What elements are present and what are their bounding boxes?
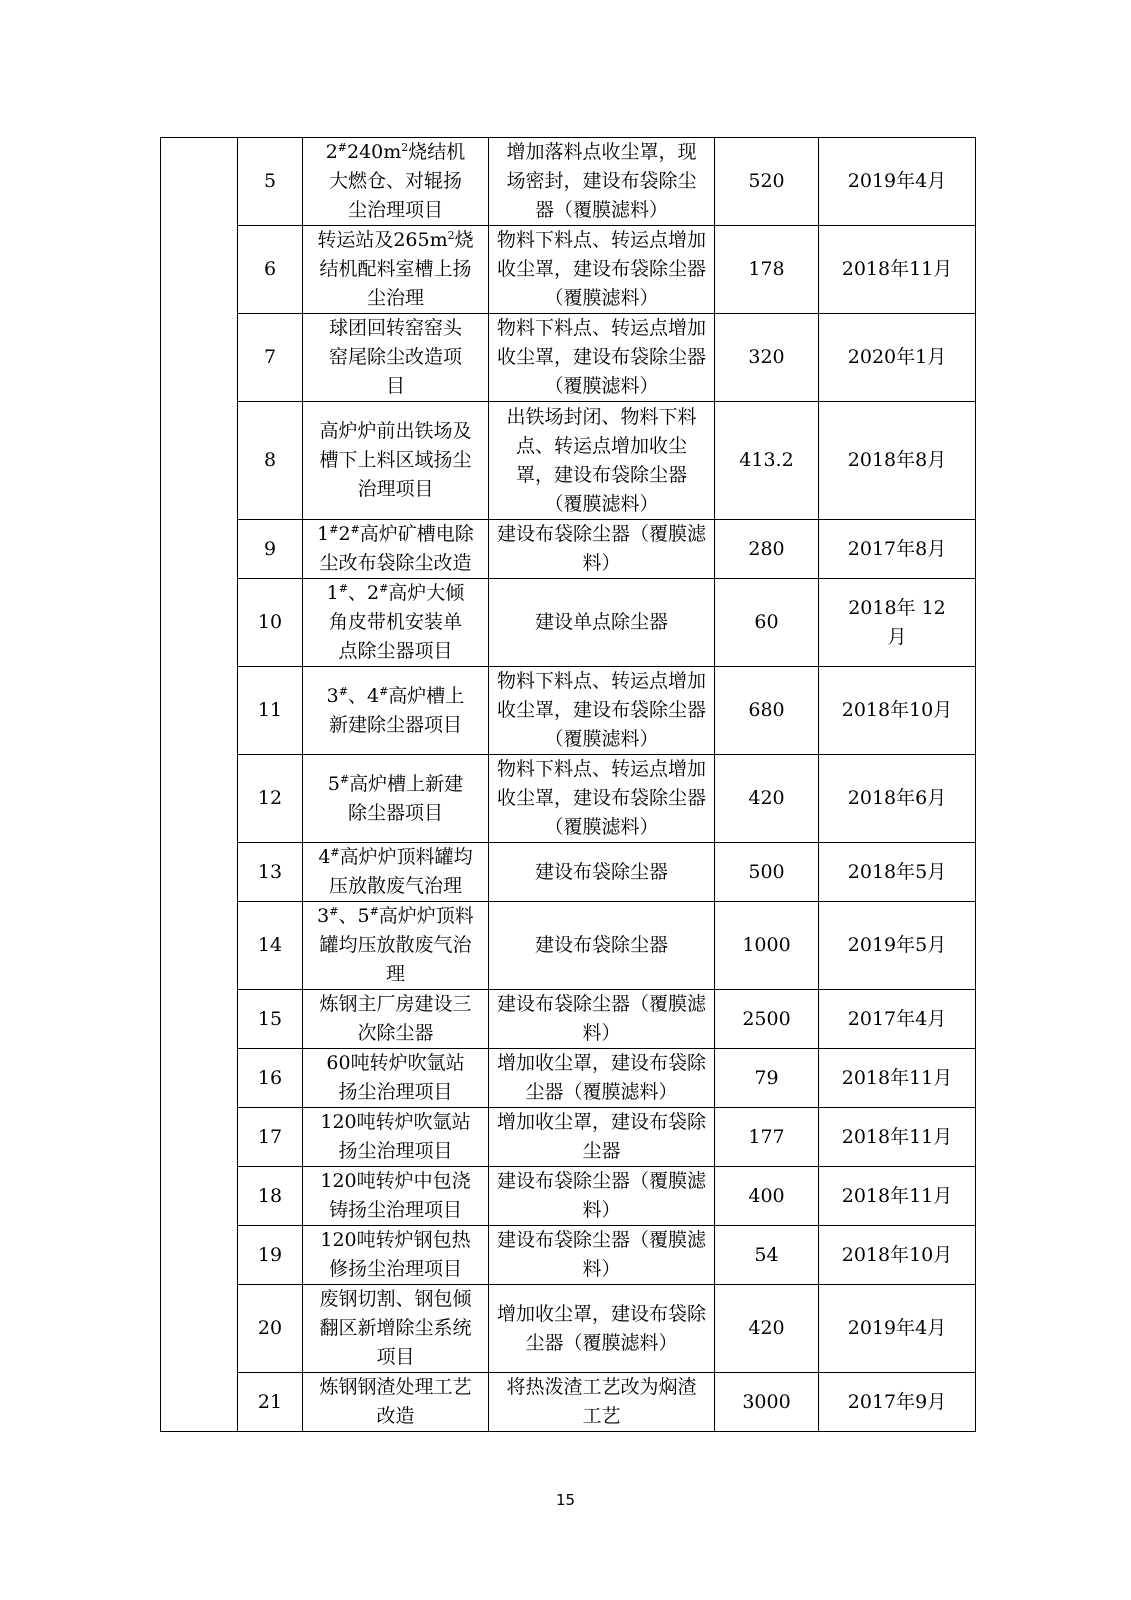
completion-date-cell: 2019年5月 — [819, 902, 976, 990]
completion-date-cell: 2019年4月 — [819, 1285, 976, 1373]
row-number-cell: 12 — [238, 755, 303, 843]
investment-cell: 413.2 — [715, 402, 819, 520]
measure-cell: 将热泼渣工艺改为焖渣工艺 — [489, 1373, 715, 1432]
investment-cell: 520 — [715, 138, 819, 226]
investment-cell: 1000 — [715, 902, 819, 990]
completion-date-cell: 2018年10月 — [819, 1226, 976, 1285]
row-number-cell: 9 — [238, 520, 303, 579]
row-number-cell: 5 — [238, 138, 303, 226]
completion-date-cell: 2018年11月 — [819, 1167, 976, 1226]
project-name-cell: 120吨转炉中包浇铸扬尘治理项目 — [303, 1167, 489, 1226]
table-row — [161, 667, 976, 755]
investment-cell: 2500 — [715, 990, 819, 1049]
measure-cell: 建设布袋除尘器（覆膜滤料） — [489, 1167, 715, 1226]
measure-cell: 建设布袋除尘器 — [489, 902, 715, 990]
project-name-cell: 4#高炉炉顶料罐均压放散废气治理 — [303, 843, 489, 902]
row-number-cell: 13 — [238, 843, 303, 902]
row-number-cell: 21 — [238, 1373, 303, 1432]
row-number-cell: 10 — [238, 579, 303, 667]
measure-cell: 物料下料点、转运点增加收尘罩，建设布袋除尘器（覆膜滤料） — [489, 226, 715, 314]
table-row — [161, 579, 976, 667]
project-name-cell: 炼钢主厂房建设三次除尘器 — [303, 990, 489, 1049]
completion-date-cell: 2017年9月 — [819, 1373, 976, 1432]
project-name-cell: 3#、4#高炉槽上新建除尘器项目 — [303, 667, 489, 755]
row-number-cell: 19 — [238, 1226, 303, 1285]
row-number-cell: 20 — [238, 1285, 303, 1373]
project-name-cell: 高炉炉前出铁场及槽下上料区域扬尘治理项目 — [303, 402, 489, 520]
project-name-cell: 5#高炉槽上新建除尘器项目 — [303, 755, 489, 843]
table-row — [161, 1108, 976, 1167]
category-cell — [161, 138, 238, 1432]
investment-cell: 3000 — [715, 1373, 819, 1432]
completion-date-cell: 2018年8月 — [819, 402, 976, 520]
table-row — [161, 1226, 976, 1285]
investment-cell: 420 — [715, 755, 819, 843]
row-number-cell: 6 — [238, 226, 303, 314]
investment-cell: 680 — [715, 667, 819, 755]
completion-date-cell: 2018年11月 — [819, 1108, 976, 1167]
measure-cell: 建设布袋除尘器（覆膜滤料） — [489, 520, 715, 579]
investment-cell: 60 — [715, 579, 819, 667]
table-body — [161, 138, 976, 1432]
investment-cell: 54 — [715, 1226, 819, 1285]
project-name-cell: 3#、5#高炉炉顶料罐均压放散废气治理 — [303, 902, 489, 990]
completion-date-cell: 2017年4月 — [819, 990, 976, 1049]
table-row — [161, 843, 976, 902]
investment-cell: 500 — [715, 843, 819, 902]
measure-cell: 出铁场封闭、物料下料点、转运点增加收尘罩，建设布袋除尘器（覆膜滤料） — [489, 402, 715, 520]
completion-date-cell: 2018年 12月 — [819, 579, 976, 667]
measure-cell: 建设单点除尘器 — [489, 579, 715, 667]
table-row — [161, 755, 976, 843]
table-row — [161, 1285, 976, 1373]
project-name-cell: 120吨转炉吹氩站扬尘治理项目 — [303, 1108, 489, 1167]
table-row — [161, 1373, 976, 1432]
table-row — [161, 314, 976, 402]
measure-cell: 物料下料点、转运点增加收尘罩，建设布袋除尘器（覆膜滤料） — [489, 667, 715, 755]
measure-cell: 建设布袋除尘器（覆膜滤料） — [489, 1226, 715, 1285]
page-number: 15 — [555, 1491, 576, 1509]
measure-cell: 物料下料点、转运点增加收尘罩，建设布袋除尘器（覆膜滤料） — [489, 755, 715, 843]
investment-cell: 320 — [715, 314, 819, 402]
project-name-cell: 废钢切割、钢包倾翻区新增除尘系统项目 — [303, 1285, 489, 1373]
table-row — [161, 1049, 976, 1108]
row-number-cell: 7 — [238, 314, 303, 402]
measure-cell: 建设布袋除尘器（覆膜滤料） — [489, 990, 715, 1049]
project-name-cell: 1#、2#高炉大倾角皮带机安装单点除尘器项目 — [303, 579, 489, 667]
measure-cell: 增加收尘罩，建设布袋除尘器（覆膜滤料） — [489, 1285, 715, 1373]
table-row — [161, 1167, 976, 1226]
completion-date-cell: 2018年11月 — [819, 226, 976, 314]
investment-cell: 400 — [715, 1167, 819, 1226]
row-number-cell: 17 — [238, 1108, 303, 1167]
investment-cell: 177 — [715, 1108, 819, 1167]
project-name-cell: 1#2#高炉矿槽电除尘改布袋除尘改造 — [303, 520, 489, 579]
investment-cell: 420 — [715, 1285, 819, 1373]
project-name-cell: 球团回转窑窑头窑尾除尘改造项目 — [303, 314, 489, 402]
project-name-cell: 炼钢钢渣处理工艺改造 — [303, 1373, 489, 1432]
row-number-cell: 11 — [238, 667, 303, 755]
measure-cell: 增加落料点收尘罩，现场密封，建设布袋除尘器（覆膜滤料） — [489, 138, 715, 226]
project-name-cell: 120吨转炉钢包热修扬尘治理项目 — [303, 1226, 489, 1285]
completion-date-cell: 2018年11月 — [819, 1049, 976, 1108]
project-name-cell: 60吨转炉吹氩站扬尘治理项目 — [303, 1049, 489, 1108]
project-table — [160, 137, 976, 1432]
investment-cell: 280 — [715, 520, 819, 579]
table-row — [161, 990, 976, 1049]
completion-date-cell: 2020年1月 — [819, 314, 976, 402]
measure-cell: 增加收尘罩，建设布袋除尘器 — [489, 1108, 715, 1167]
project-name-cell: 转运站及$265m^2$烧结机配料室槽上扬尘治理 — [303, 226, 489, 314]
measure-cell: 建设布袋除尘器 — [489, 843, 715, 902]
row-number-cell: 15 — [238, 990, 303, 1049]
row-number-cell: 16 — [238, 1049, 303, 1108]
completion-date-cell: 2019年4月 — [819, 138, 976, 226]
completion-date-cell: 2017年8月 — [819, 520, 976, 579]
completion-date-cell: 2018年10月 — [819, 667, 976, 755]
table-row — [161, 402, 976, 520]
project-name-cell: $2^{\#}240m^2$烧结机大燃仓、对辊扬尘治理项目 — [303, 138, 489, 226]
completion-date-cell: 2018年6月 — [819, 755, 976, 843]
measure-cell: 增加收尘罩，建设布袋除尘器（覆膜滤料） — [489, 1049, 715, 1108]
completion-date-cell: 2018年5月 — [819, 843, 976, 902]
table-row — [161, 226, 976, 314]
table-row — [161, 520, 976, 579]
investment-cell: 79 — [715, 1049, 819, 1108]
measure-cell: 物料下料点、转运点增加收尘罩，建设布袋除尘器（覆膜滤料） — [489, 314, 715, 402]
row-number-cell: 14 — [238, 902, 303, 990]
investment-cell: 178 — [715, 226, 819, 314]
table-row — [161, 902, 976, 990]
row-number-cell: 18 — [238, 1167, 303, 1226]
table-row — [161, 138, 976, 226]
row-number-cell: 8 — [238, 402, 303, 520]
